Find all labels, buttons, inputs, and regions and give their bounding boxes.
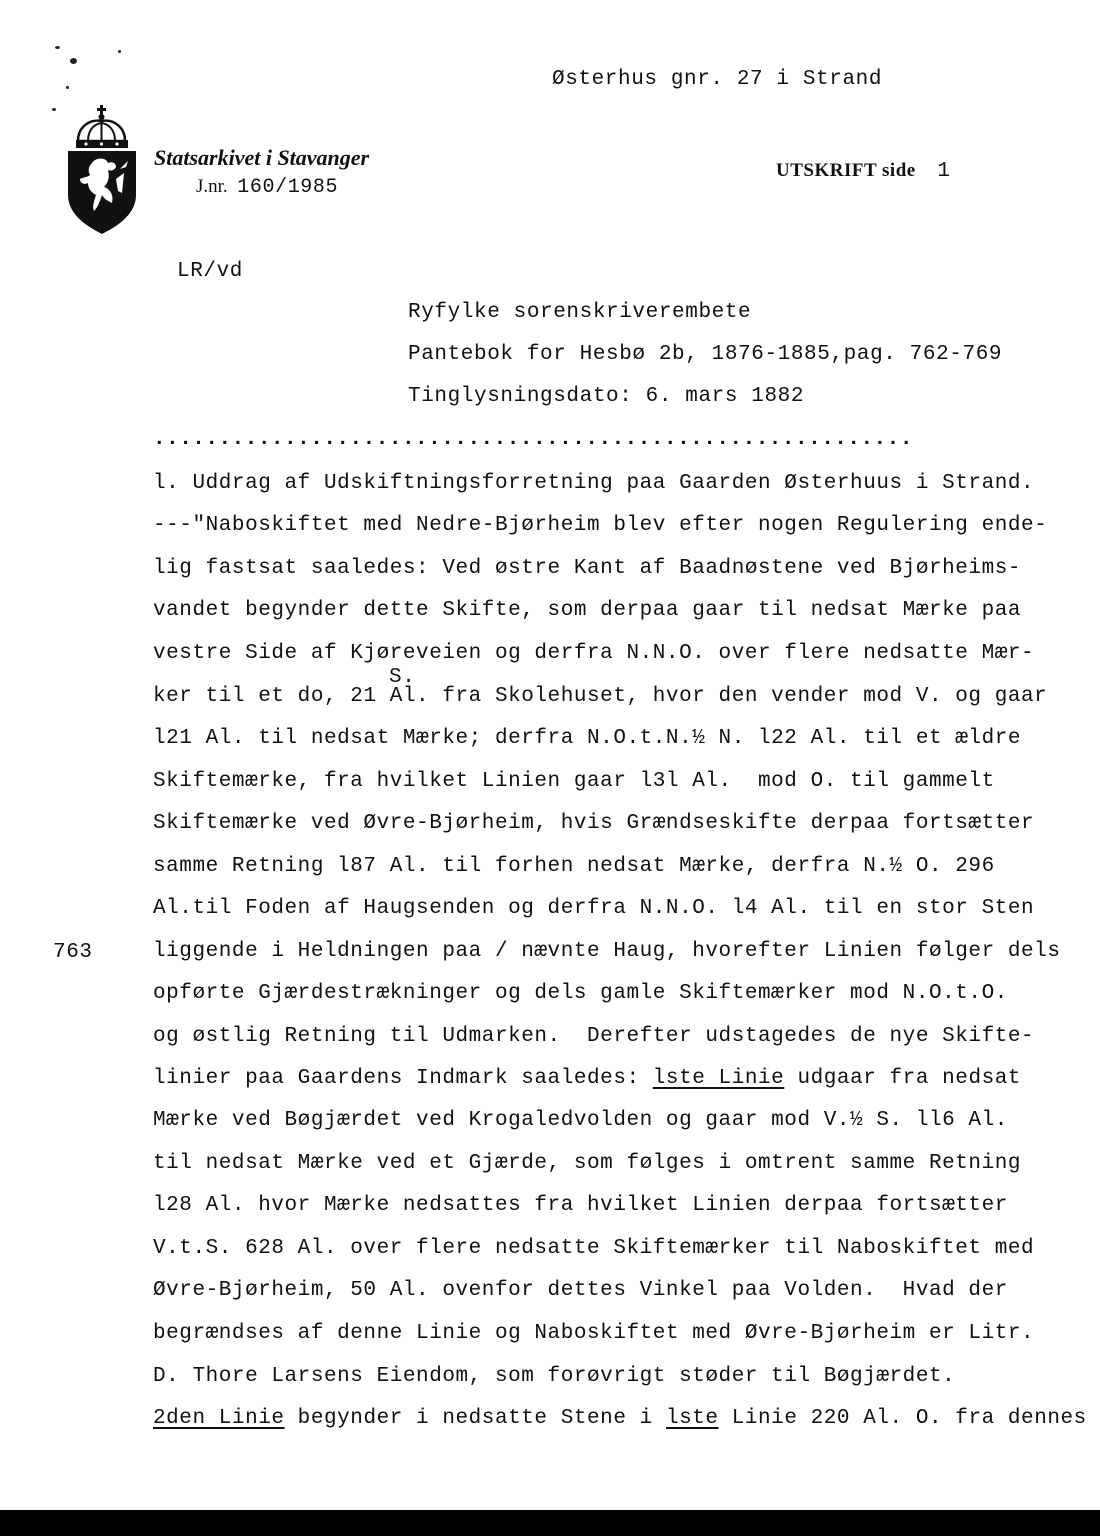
date-line: Tinglysningsdato: 6. mars 1882 bbox=[408, 385, 805, 408]
body-text: begynder i nedsatte Stene i bbox=[284, 1407, 666, 1430]
underlined-line-heading: lste Linie bbox=[652, 1067, 785, 1090]
body-line: ---"Naboskiftet med Nedre-Bjørheim blev efter nogen Regulering ende- bbox=[153, 514, 1048, 537]
coat-of-arms-icon bbox=[64, 103, 140, 237]
initials: LR/vd bbox=[177, 260, 244, 283]
body-line: Mærke ved Bøgjærdet ved Krogaledvolden og gaar mod V.½ S. ll6 Al. bbox=[153, 1109, 1008, 1132]
body-line: Al.til Foden af Haugsenden og derfra N.N.O. l4 Al. til en stor Sten bbox=[153, 897, 1035, 920]
body-line: vandet begynder dette Skifte, som derpaa gaar til nedsat Mærke paa bbox=[153, 599, 1022, 622]
body-line: l. Uddrag af Udskiftningsforretning paa Gaarden Østerhuus i Strand. bbox=[153, 472, 1035, 495]
page-number: 1 bbox=[937, 160, 951, 183]
body-line: Skiftemærke ved Øvre-Bjørheim, hvis Grændseskifte derpaa fortsætter bbox=[153, 812, 1035, 835]
source-line: Pantebok for Hesbø 2b, 1876-1885,pag. 762-769 bbox=[408, 343, 1003, 366]
body-line: vestre Side af Kjøreveien og derfra N.N.O. over flere nedsatte Mær- bbox=[153, 642, 1035, 665]
body-text: udgaar fra nedsat bbox=[784, 1067, 1022, 1090]
body-line: liggende i Heldningen paa / nævnte Haug, hvorefter Linien følger dels bbox=[153, 940, 1061, 963]
body-text: linier paa Gaardens Indmark saaledes: bbox=[153, 1067, 653, 1090]
jnr-label: J.nr. bbox=[196, 176, 228, 197]
body-line: samme Retning l87 Al. til forhen nedsat Mærke, derfra N.½ O. 296 bbox=[153, 855, 995, 878]
body-line: lig fastsat saaledes: Ved østre Kant af Baadnøstene ved Bjørheims- bbox=[153, 557, 1022, 580]
office-line: Ryfylke sorenskriverembete bbox=[408, 301, 752, 324]
underlined-word: lste bbox=[665, 1407, 719, 1430]
body-line bbox=[153, 1407, 1087, 1430]
underlined-line-heading: 2den Linie bbox=[153, 1407, 285, 1430]
body-line: opførte Gjærdestrækninger og dels gamle Skiftemærker mod N.O.t.O. bbox=[153, 982, 1008, 1005]
body-line: D. Thore Larsens Eiendom, som forøvrigt støder til Bøgjærdet. bbox=[153, 1365, 956, 1388]
scan-speck bbox=[55, 46, 60, 49]
body-line: Øvre-Bjørheim, 50 Al. ovenfor dettes Vinkel paa Volden. Hvad der bbox=[153, 1279, 1008, 1302]
utskrift-heading bbox=[776, 160, 951, 183]
farm-title: Østerhus gnr. 27 i Strand bbox=[552, 68, 883, 91]
body-line: begrændses af denne Linie og Naboskiftet med Øvre-Bjørheim er Litr. bbox=[153, 1322, 1035, 1345]
body-line: l21 Al. til nedsat Mærke; derfra N.O.t.N.½ N. l22 Al. til et ældre bbox=[153, 727, 1022, 750]
jnr-value: 160/1985 bbox=[237, 176, 339, 199]
body-line bbox=[153, 1067, 1021, 1090]
scan-speck bbox=[52, 108, 56, 111]
body-line: og østlig Retning til Udmarken. Derefter udstagedes de nye Skifte- bbox=[153, 1025, 1035, 1048]
body-line: Skiftemærke, fra hvilket Linien gaar l3l Al. mod O. til gammelt bbox=[153, 770, 995, 793]
dotted-separator: .......................................................... bbox=[153, 428, 913, 451]
archive-name: Statsarkivet i Stavanger bbox=[154, 145, 370, 170]
body-line: til nedsat Mærke ved et Gjærde, som følges i omtrent samme Retning bbox=[153, 1152, 1022, 1175]
margin-page-note: 763 bbox=[53, 941, 93, 964]
body-line: ker til et do, 21 Al. fra Skolehuset, hvor den vender mod V. og gaar bbox=[153, 685, 1048, 708]
utskrift-label: UTSKRIFT side bbox=[776, 160, 916, 181]
body-text: Linie 220 Al. O. fra dennes bbox=[718, 1407, 1087, 1430]
body-line: l28 Al. hvor Mærke nedsattes fra hvilket Linien derpaa fortsætter bbox=[153, 1194, 1008, 1217]
superscript-note: S. bbox=[389, 666, 416, 689]
scan-speck bbox=[118, 50, 121, 53]
scan-speck bbox=[66, 86, 69, 89]
body-line: V.t.S. 628 Al. over flere nedsatte Skiftemærker til Naboskiftet med bbox=[153, 1237, 1035, 1260]
scan-speck bbox=[70, 58, 77, 64]
journal-number bbox=[196, 176, 338, 199]
